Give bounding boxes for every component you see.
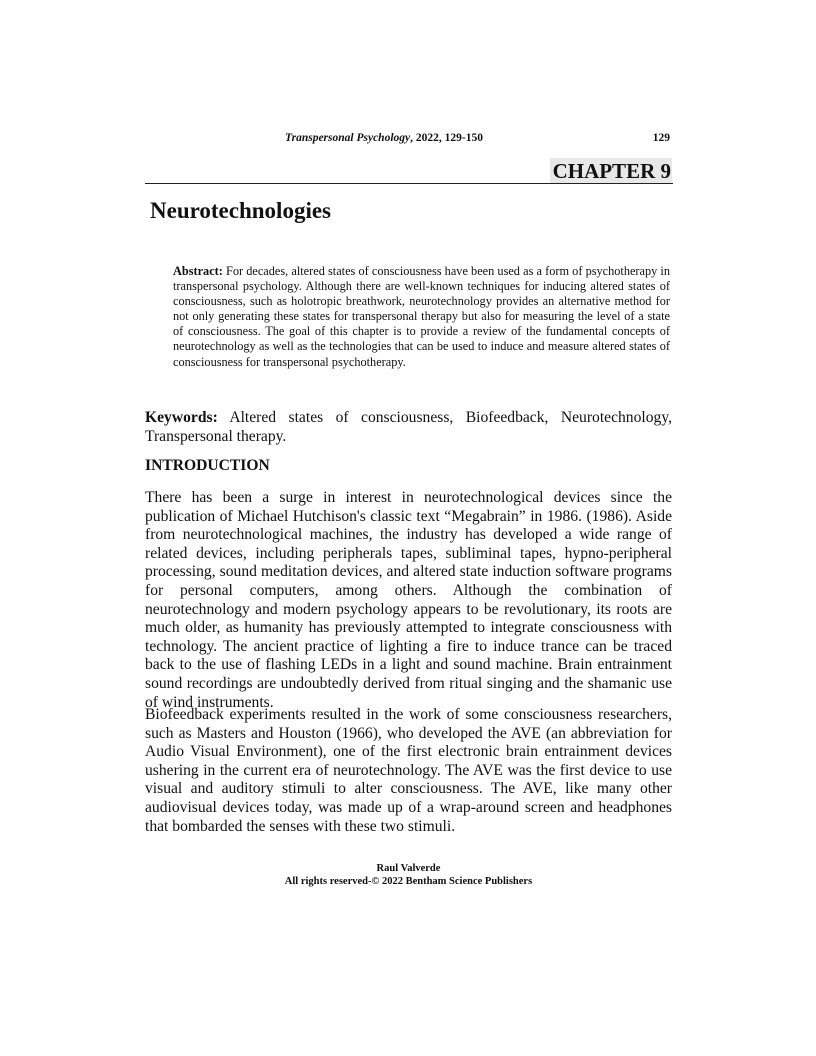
keywords-label: Keywords: [145, 409, 218, 426]
abstract-text: For decades, altered states of consciousness have been used as a form of psychotherapy in transpersonal psychology. Although there are well-known techniques for inducing altered states of consciousness, such as holotropic breathwork, neurotechnology provides an alternative method for not only generating these states for transpersonal therapy but also for measuring the level of a state of consciousness. The goal of this chapter is to provide a review of the fundamental concepts of neurotechnology as well as the technologies that can be used to induce and measure altered states of consciousness for transpersonal psychotherapy. [173, 264, 670, 369]
page-footer [145, 862, 672, 888]
keywords-text: Altered states of consciousness, Biofeedback, Neurotechnology, Transpersonal therapy. [145, 409, 672, 446]
journal-volume-pages: , 2022, 129-150 [410, 132, 483, 144]
chapter-divider [145, 183, 673, 184]
journal-title: Transpersonal Psychology [285, 132, 411, 144]
keywords [145, 408, 672, 446]
journal-citation [285, 132, 483, 144]
page-number: 129 [652, 132, 670, 144]
body-paragraph: Biofeedback experiments resulted in the work of some consciousness researchers, such as Masters and Houston (1966), who developed the AVE (an abbreviation for Audio Visual Environment), one of the first electronic brain entrainment devices ushering in the current era of neurotechnology. The AVE was the first device to use visual and auditory stimuli to alter consciousness. The AVE, like many other audiovisual devices today, was made up of a wrap-around screen and headphones that bombarded the senses with these two stimuli. [145, 706, 672, 835]
chapter-title: Neurotechnologies [150, 198, 332, 223]
section-heading-introduction: INTRODUCTION [145, 457, 270, 474]
footer-author: Raul Valverde [376, 863, 441, 874]
abstract-label: Abstract: [173, 264, 223, 278]
chapter-label: CHAPTER 9 [550, 158, 672, 183]
body-paragraph: There has been a surge in interest in neurotechnological devices since the publication of Michael Hutchison's classic text “Megabrain” in 1986. (1986). Aside from neurotechnological machines, the industry has developed a wide range of related devices, including peripherals tapes, subliminal tapes, hypno-peripheral processing, sound meditation devices, and altered state induction software programs for personal computers, among others. Although the combination of neurotechnology and modern psychology appears to be revolutionary, its roots are much older, as humanity has previously attempted to integrate consciousness with technology. The ancient practice of lighting a fire to induce trance can be traced back to the use of flashing LEDs in a light and sound machine. Brain entrainment sound recordings are undoubtedly derived from ritual singing and the shamanic use of wind instruments. [145, 489, 672, 711]
abstract [173, 264, 670, 370]
footer-copyright: All rights reserved-© 2022 Bentham Science Publishers [284, 876, 533, 887]
